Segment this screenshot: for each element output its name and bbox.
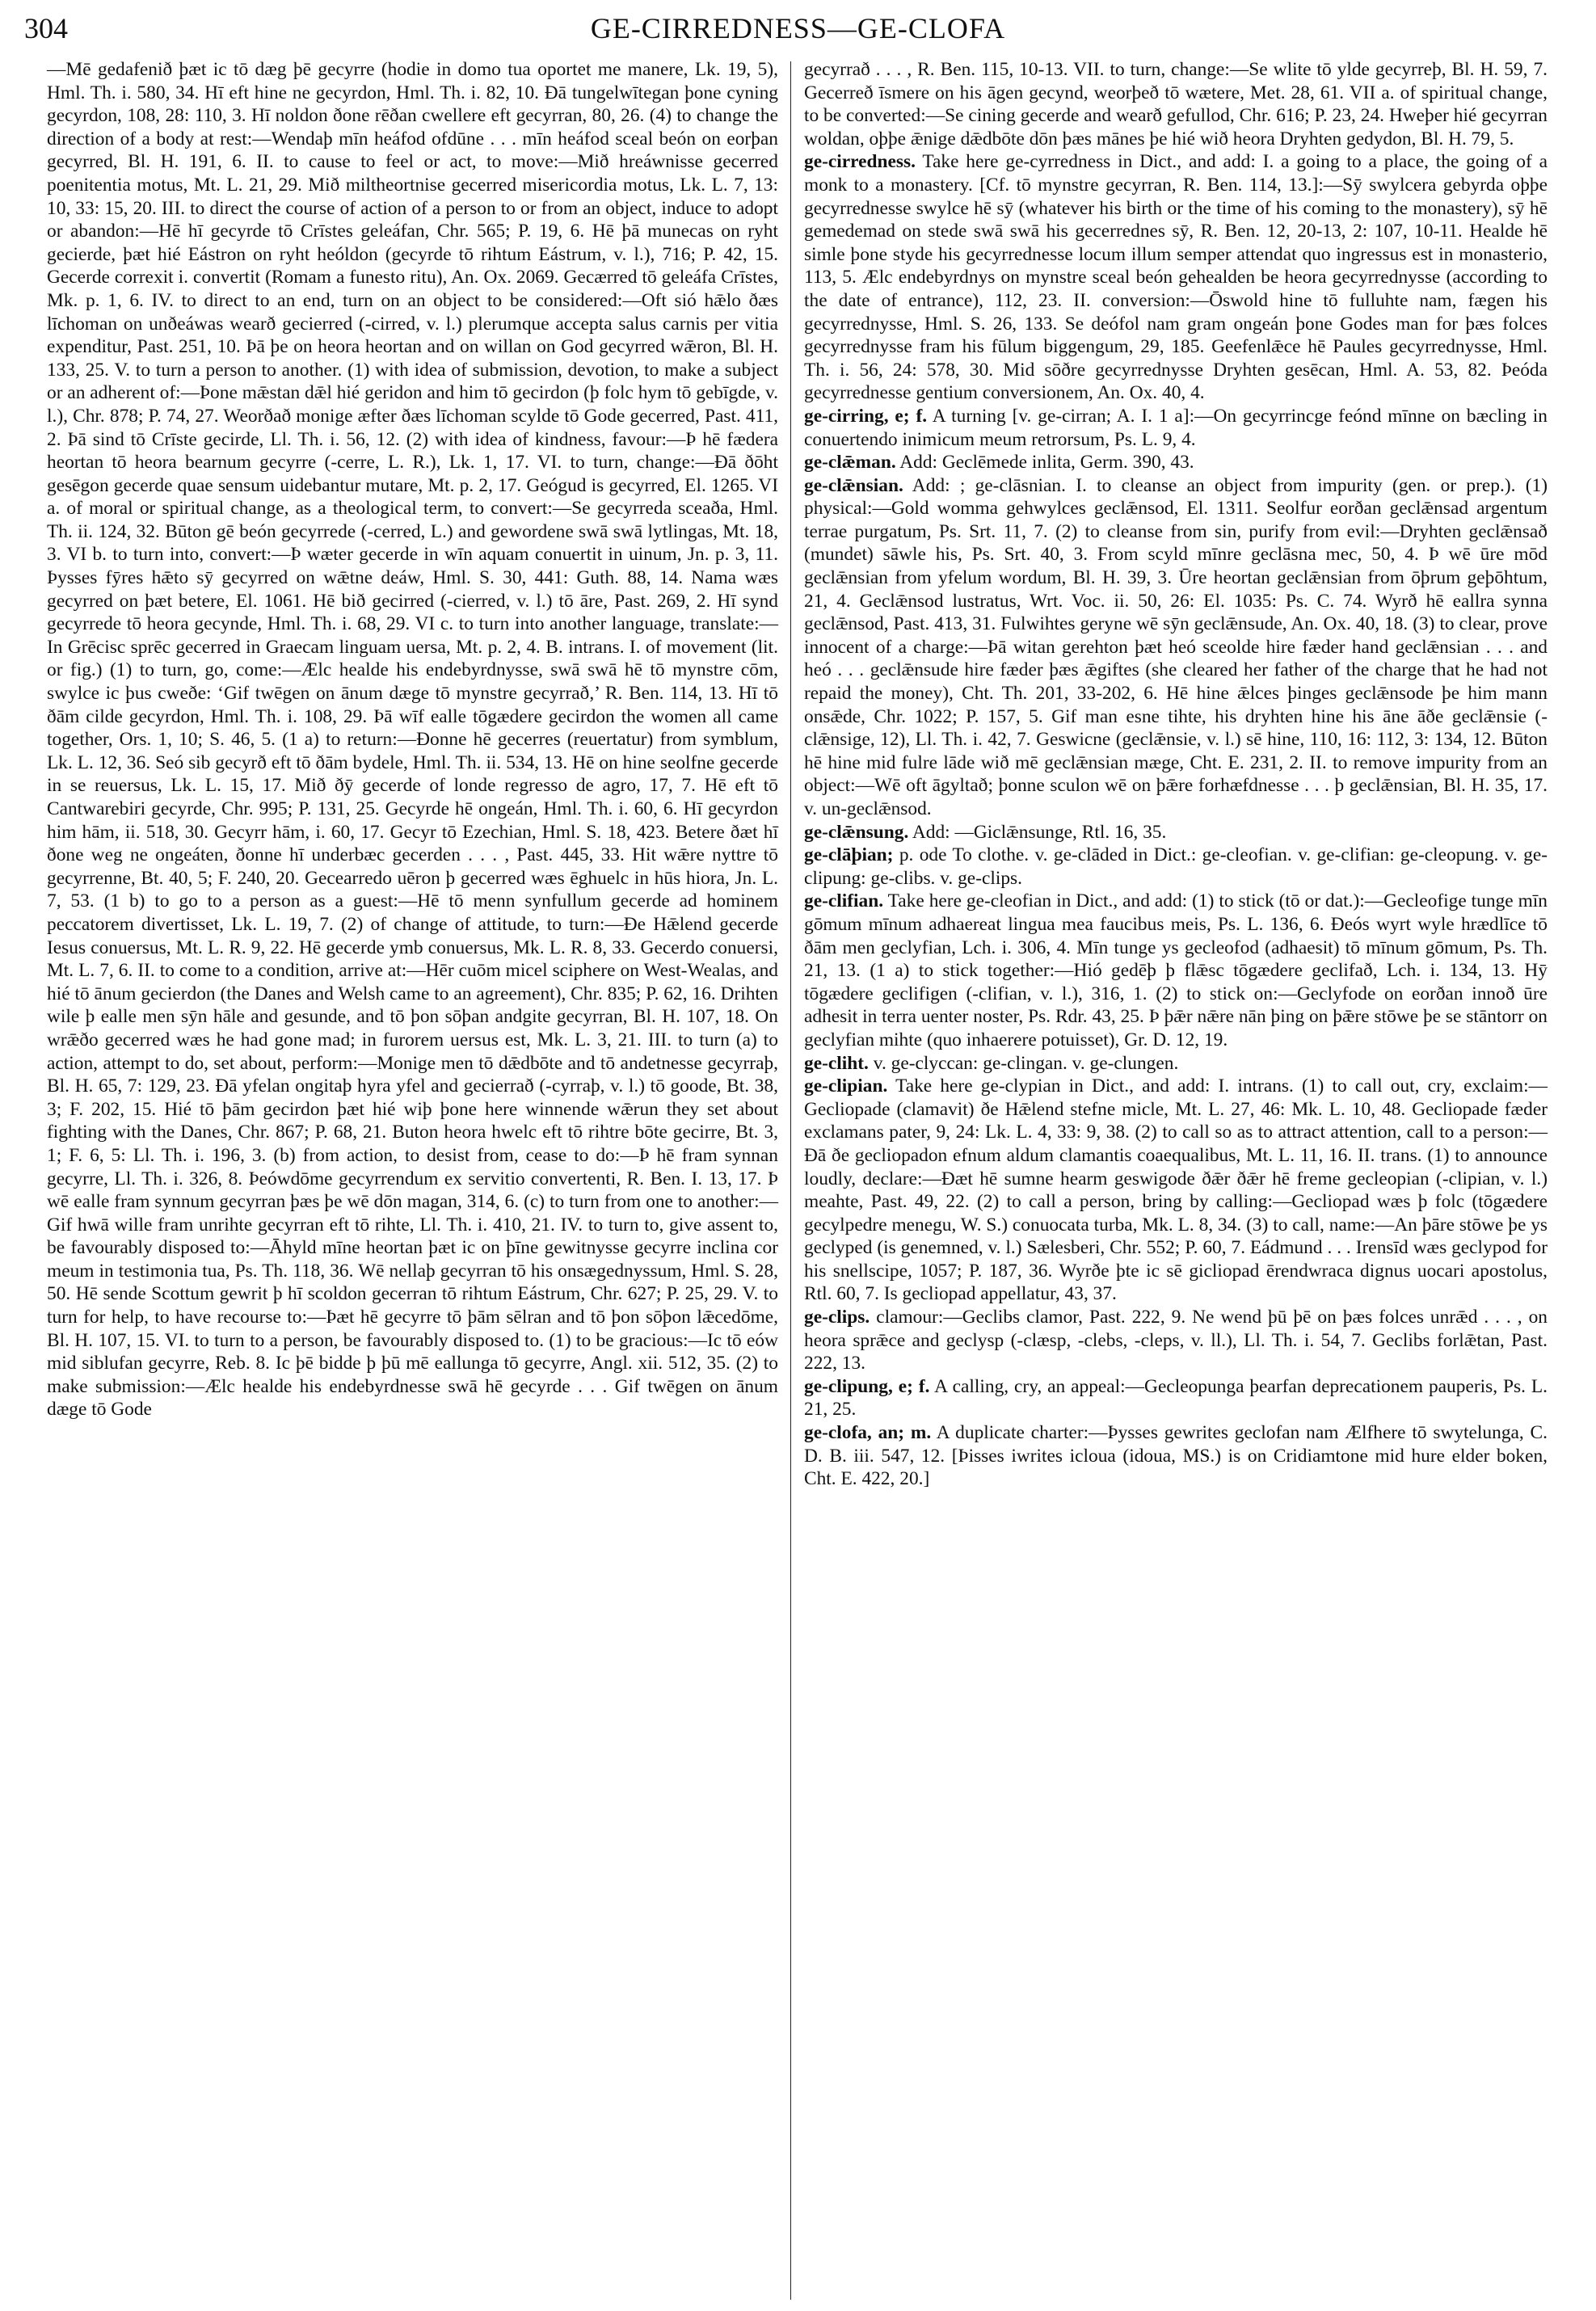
entry-body: A duplicate charter:—Þysses gewrites geclofan nam Ælfhere tō swytelunga, C. D. B. iii. 547, 12. [Þisses iwrites icloua (idoua, MS.) is on Cridiamtone mid hure elder boken, Cht. E. 422, 20.] (804, 1422, 1548, 1490)
entry-body: A calling, cry, an appeal:—Gecleopunga þearfan deprecationem pauperis, Ps. L. 21, 25. (804, 1375, 1548, 1421)
entry-body: Take here ge-cleofian in Dict., and add: (1) to stick (tō or dat.):—Gecleofige tunge mīn gōmum mīnum adhaereat lingua mea faucibus meis, Ps. L. 136, 6. Ðeós wyrt wyle hrædlīce tō ðām men geclyfian, Lch. i. 306, 4. Mīn tunge ys gecleofod (adhaesit) tō mīnum gōmum, Ps. Th. 21, 13. (1 a) to stick together:—Hió gedēþ þ flǣsc tōgædere geclifað, Lch. i. 134, 13. Hȳ tōgædere geclifigen (-clifian, v. l.), 316, 1. (2) to stick on:—Geclyfode on eorðan innoð ūre adhesit in terra uenter noster, Ps. Rdr. 43, 25. Þ þǣr nǣre nān þing on þǣre stōwe þe se stāntorr on geclyfian mihte (quo inhaerere potuisset), Gr. D. 12, 19. (804, 890, 1548, 1050)
entry-body: Take here ge-cyrredness in Dict., and add: I. a going to a place, the going of a monk to a monastery. [Cf. tō mynstre gecyrran, R. Ben. 114, 13.]:—Sȳ swylcera gebyrda oþþe gecyrrednesse swylce hē sȳ (whatever his birth or the time of his coming to the monastery), sȳ hē gemedemad on stede swā swā his gecerrednes sȳ, R. Ben. 12, 20-13, 2: 107, 10-11. Healde hē simle þone styde his gecyrrednesse locum illum semper attendat quo ingressus est in monasterio, 113, 5. Ælc endebyrdnys on mynstre sceal beón gehealden be heora gecyrrednysse (according to the date of entrance), 112, 23. II. conversion:—Ōswold hine tō fulluhte nam, fægen his gecyrrednysse, Hml. S. 26, 133. Se deófol nam gram ongeán þone Godes man for þæs folces gecyrrednysse fram his fūlum biggengum, 29, 185. Geefenlǣce hē Paules gecyrrednysse, Hml. Th. i. 56, 24: 578, 30. Mid sōðre gecyrrednysse Dryhten gesēcan, Hml. A. 53, 82. Þeóda gecyrrednesse gentium conversionem, An. Ox. 40, 4. (804, 151, 1548, 404)
entry-headword: ge-cirredness. (804, 151, 916, 173)
entry-headword: ge-clǣnsian. (804, 474, 903, 496)
left-column (47, 58, 778, 1421)
entry-headword: ge-clifian. (804, 890, 884, 912)
page-title: GE-CIRREDNESS—GE-CLOFA (590, 12, 1006, 44)
entry-body: Add: Geclēmede inlita, Germ. 390, 43. (899, 452, 1194, 474)
dictionary-entry (804, 150, 1548, 405)
entry-headword: ge-clipung, e; f. (804, 1375, 930, 1397)
entry-list (804, 150, 1548, 1490)
column-divider (790, 61, 791, 2300)
entry-body: Take here ge-clypian in Dict., and add: I. intrans. (1) to call out, cry, exclaim:—Gecliopade (clamavit) ðe Hǣlend stefne micle, Mt. L. 27, 46: Mk. L. 10, 48. Gecliopade fæder exclamans pater, 9, 24: Lk. L. 4, 33: 9, 38. (2) to call so as to attract attention, call to a person:—Ðā ðe gecliopadon efnum aldum clamantis coaequalibus, Mt. L. 11, 16. II. trans. (1) to announce loudly, declare:—Ðæt hē sumne hearm geswigode ðǣr ðǣr hē freme gecleopian (-clipian, v. l.) meahte, Past. 49, 22. (2) to call a person, bring by calling:—Gecliopad wæs þ folc (tōgædere gecylpedre menegu, W. S.) conuocata turba, Mk. L. 8, 34. (3) to call, name:—An þāre stōwe þe ys geclyped (is genemned, v. l.) Sælesberi, Chr. 552; P. 60, 7. Eádmund . . . Irensīd wæs geclypod for his snellscipe, 1057; P. 187, 36. Wyrðe þte ic sē gicliopad ērendwraca dignus uocari apostolus, Rtl. 60, 7. Is gecliopad appellatur, 43, 37. (804, 1076, 1548, 1305)
entry-headword: ge-clǣnsung. (804, 821, 909, 843)
dictionary-entry (804, 1052, 1548, 1076)
dictionary-entry (804, 1375, 1548, 1421)
entry-body: A turning [v. ge-cirran; A. I. 1 a]:—On gecyrrincge feónd mīnne on bæcling in conuertendo inimicum meum retrorsum, Ps. L. 9, 4. (804, 405, 1548, 450)
dictionary-entry (804, 1306, 1548, 1375)
right-column (804, 58, 1548, 1491)
entry-headword: ge-clofa, an; m. (804, 1422, 932, 1444)
entry-headword: ge-cliht. (804, 1052, 869, 1074)
dictionary-entry (804, 844, 1548, 890)
entry-headword: ge-clips. (804, 1307, 870, 1328)
entry-body: Add: —Giclǣnsunge, Rtl. 16, 35. (912, 821, 1167, 843)
entry-headword: ge-clipian. (804, 1076, 888, 1097)
dictionary-entry (804, 1421, 1548, 1491)
entry-headword: ge-cirring, e; f. (804, 405, 928, 427)
entry-body: clamour:—Geclibs clamor, Past. 222, 9. Ne wend þū þē on þæs folces unrǣd . . . , on heora sprǣce and geclysp (-clæsp, -clebs, -cleps, v. ll.), Ll. Th. i. 54, 7. Geclibs forlǣtan, Past. 222, 13. (804, 1307, 1548, 1374)
page-number: 304 (24, 12, 68, 44)
entry-body: v. ge-clyccan: ge-clingan. v. ge-clungen. (873, 1052, 1179, 1074)
entry-headword: ge-clāþian; (804, 844, 894, 866)
dictionary-entry (804, 451, 1548, 474)
dictionary-entry (804, 1075, 1548, 1306)
entry-body: Add: ; ge-clāsnian. I. to cleanse an object from impurity (gen. or prep.). (1) physical:—Gold womma gehwylces geclǣnsod, El. 1311. Seolfur eorðan geclǣnsad argentum terrae purgatum, Ps. Srt. 11, 7. (2) to cleanse from sin, purify from evil:—Dryhten geclǣnsað (mundet) sāwle his, Ps. Srt. 40, 3. From scyld mīnre geclāsna mec, 50, 4. Þ wē ūre mōd geclǣnsian from yfelum wordum, Bl. H. 39, 3. Ūre heortan geclǣnsian from ōþrum geþōhtum, 21, 4. Geclǣnsod lustratus, Wrt. Voc. ii. 50, 26: El. 1035: Ps. C. 74. Wyrð hē eallra synna geclǣnsod, Past. 413, 31. Fulwihtes geryne wē sȳn geclǣnsude, An. Ox. 40, 18. (3) to clear, prove innocent of a charge:—Þā witan gerehton þæt heó sceolde hire fæder hand geclǣnsian . . . and heó . . . geclǣnsude hire fæder þæs ǣgiftes (she cleared her father of the charge that he had not repaid the money), Cht. Th. 201, 33-202, 6. Hē hine ǣlces þinges geclǣnsode þe him mann onsǣde, Chr. 1022; P. 157, 5. Gif man esne tihte, his dryhten hine his āne āðe geclǣnsie (-clǣnsige, 12), Ll. Th. i. 42, 7. Geswicne (geclǣnsie, v. l.) sē hine, 110, 16: 112, 3: 134, 12. Būton hē hine mid fulre lāde wið mē geclǣnsian mæge, Cht. E. 231, 2. II. to remove impurity from an object:—Wē oft āgyltað; þonne sculon wē on þǣre forhæfdnesse . . . þ geclǣnsian, Bl. H. 35, 17. v. un-geclǣnsod. (804, 474, 1548, 819)
entry-headword: ge-clǣman. (804, 452, 896, 474)
dictionary-entry (804, 405, 1548, 451)
entry-continuation: —Mē gedafenið þæt ic tō dæg þē gecyrre (hodie in domo tua oportet me manere, Lk. 19, 5), Hml. Th. i. 580, 34. Hī eft hine ne gecyrdon, Hml. Th. i. 82, 10. Ðā tungelwītegan þone cyning gecyrdon, 108, 28: 110, 3. Hī noldon ðone rēðan cwellere eft gecyrran, 80, 26. (4) to change the direction of a body at rest:—Wendaþ mīn heáfod ofdūne . . . mīn heáfod sceal beón on eorþan gecyrred, Bl. H. 191, 6. II. to cause to feel or act, to move:—Mið hreáwnisse gecerred poenitentia motus, Mt. L. 21, 29. Mið miltheortnise gecerred misericordia motus, Lk. L. 7, 13: 10, 33: 15, 20. III. to direct the course of action of a person to or from an object, induce to adopt or abandon:—Hē hī gecyrde tō Crīstes geleáfan, Chr. 565; P. 19, 6. Hē þā munecas on ryht gecierde, þæt hié Eástron on ryht heóldon (gecyrde tō rihtum Eástrum, v. l.), 716; P. 42, 15. Gecerde correxit i. convertit (Romam a funesto ritu), An. Ox. 2069. Gecærred tō geleáfa Crīstes, Mk. p. 1, 6. IV. to direct to an end, turn on an object to be considered:—Oft sió hǣlo ðæs līchoman on unðeáwas wearð gecierred (-cirred, v. l.) plerumque accepta salus carnis per vitia expenditur, Past. 251, 10. Þā þe on heora heortan and on willan on God gecyrred wǣron, Bl. H. 133, 25. V. to turn a person to another. (1) with idea of submission, devotion, to make a subject or an adherent of:—Þone mǣstan dǣl hié geridon and him tō gecirdon (þ folc hym tō gebīgde, v. l.), Chr. 878; P. 74, 27. Weorðað monige æfter ðæs līchoman scylde tō Gode gecerred, Past. 411, 2. Þā sind tō Crīste gecirde, Ll. Th. i. 56, 12. (2) with idea of kindness, favour:—Þ hē fædera heortan tō heora bearnum gecyrre (-cerre, L. R.), Lk. 1, 17. VI. to turn, change:—Ðā ðōht gesēgon gecerde quae sensum uidebantur mutare, Mt. p. 2, 17. Geógud is gecyrred, El. 1265. VI a. of moral or spiritual change, as a theological term, to convert:—Se gecyrreda sceaða, Hml. Th. ii. 124, 32. Būton gē beón gecyrrede (-cerred, L.) and gewordene swā swā lytlingas, Mt. 18, 3. VI b. to turn into, convert:—Þ wæter gecerde in wīn aquam conuertit in uinum, Jn. p. 3, 11. Þysses fȳres hǣto sȳ gecyrred on wǣtne deáw, Hml. S. 30, 441: Guth. 88, 14. Nama wæs gecyrred on þæt betere, El. 1061. Hē bið gecirred (-cierred, v. l.) tō āre, Past. 269, 2. Hī synd gecyrrede tō heora gecynde, Hml. Th. i. 68, 29. VI c. to turn into another language, translate:—In Grēcisc sprēc gecerred in Graecam linguam uersa, Mt. p. 2, 4. B. intrans. I. of movement (lit. or fig.) (1) to turn, go, come:—Ælc healde his endebyrdnysse, swā swā hē tō mynstre cōm, swylce ic þus cweðe: ‘Gif twēgen on ānum dæge tō mynstre gecyrrað,’ R. Ben. 114, 13. Hī tō ðām cilde gecyrdon, Hml. Th. i. 108, 29. Þā wīf ealle tōgædere gecirdon the women all came together, Ors. 1, 10; S. 46, 5. (1 a) to return:—Ðonne hē gecerres (reuertatur) from symblum, Lk. L. 12, 36. Seó sib gecyrð eft tō ðām bydele, Hml. Th. ii. 534, 13. Hē on hine seolfne gecerde in se reuersus, Lk. L. 15, 17. Mið ðȳ gecerde of londe regresso de agro, 17, 7. Hē eft tō Cantwarebiri gecyrde, Chr. 995; P. 131, 25. Gecyrde hē ongeán, Hml. Th. i. 60, 6. Hī gecyrdon him hām, ii. 518, 30. Gecyrr hām, i. 60, 17. Gecyr tō Ezechian, Hml. S. 18, 423. Betere ðæt hī ðone weg ne ongeáten, ðonne hī underbæc gecerden . . . , Past. 445, 33. Hit wǣre nyttre tō gecyrrenne, Bt. 40, 5; F. 240, 20. Gecearredo uēron þ gecerred wæs ēghuelc in hūs hiora, Jn. L. 7, 53. (1 b) to go to a person as a guest:—Hē tō menn synfullum gecerde ad hominem peccatorem divertisset, Lk. L. 19, 7. (2) of change of attitude, to turn:—Ðe Hǣlend gecerde Iesus conuersus, Mt. L. R. 9, 22. Hē gecerde ymb conuersus, Mk. L. R. 8, 33. Gecerdo conuersi, Mt. L. 7, 6. II. to come to a condition, arrive at:—Hēr cuōm micel sciphere on West-Wealas, and hié tō ānum gecierdon (the Danes and Welsh came to an agreement), Chr. 835; P. 62, 16. Drihten wile þ ealle men sȳn hāle and gesunde, and tō þon sōþan andgite gecyrran, Bl. H. 107, 18. On wrǣðo gecerred wæs he had gone mad; in furorem uersus est, Mk. L. 3, 21. III. to turn (a) to action, attempt to do, set about, perform:—Monige men tō dǣdbōte and tō andetnesse gecyrraþ, Bl. H. 65, 7: 129, 23. Ðā yfelan ongitaþ hyra yfel and gecierrað (-cyrraþ, v. l.) tō goode, Bt. 38, 3; F. 202, 15. Hié tō þām gecirdon þæt hié wiþ þone here winnende wǣrun they set about fighting with the Danes, Chr. 867; P. 68, 21. Buton heora hwelc eft tō rihtre bōte gecirre, Bt. 3, 1; F. 6, 5: Ll. Th. i. 196, 3. (b) from action, to desist from, cease to do:—Þ hē fram synnan gecyrre, Ll. Th. i. 326, 8. Þeówdōme gecyrrendum ex servitio convertenti, R. Ben. I. 13, 17. Þ wē ealle fram synnum gecyrran þæs þe wē dōn magan, 314, 6. (c) to turn from one to another:—Gif hwā wille fram unrihte gecyrran eft tō rihte, Ll. Th. i. 410, 21. IV. to turn to, give assent to, be favourably disposed to:—Āhyld mīne heortan þæt ic on þīne gewitnysse gecyrre inclina cor meum in testimonia tua, Ps. Th. 118, 36. Wē nellaþ gecyrran tō his onsægednyssum, Hml. S. 28, 50. Hē sende Scottum gewrit þ hī scoldon gecerran tō rihtum Eástrum, Chr. 627; P. 25, 29. V. to turn for help, to have recourse to:—Þæt hē gecyrre tō þām sēlran and tō þon sōþon lǣcedōme, Bl. H. 107, 15. VI. to turn to a person, be favourably disposed to. (1) to be gracious:—Ic tō eów mid siblufan gecyrre, Reb. 8. Ic þē bidde þ þū mē eallunga tō gecyrre, Angl. xii. 512, 35. (2) to make submission:—Ælc healde his endebyrdnesse swā hē gecyrde . . . Gif twēgen on ānum dæge tō Gode (47, 59, 778, 1421)
dictionary-entry (804, 821, 1548, 844)
entry-body: p. ode To clothe. v. ge-clāded in Dict.: ge-cleofian. v. ge-clifian: ge-cleopung. v. ge-clipung: ge-clibs. v. ge-clips. (804, 844, 1548, 889)
entry-continuation: gecyrrað . . . , R. Ben. 115, 10-13. VII. to turn, change:—Se wlite tō ylde gecyrreþ, Bl. H. 59, 7. Gecerreð īsmere on his āgen gecynd, weorþeð tō wætere, Met. 28, 61. VII a. of spiritual change, to be converted:—Se cining gecerde and wearð gefullod, Chr. 616; P. 23, 24. Hweþer hié gecyrran woldan, oþþe ǣnige dǣdbōte dōn þæs mānes þe hié wið heora Dryhten gedydon, Bl. H. 79, 5. (804, 59, 1548, 149)
dictionary-entry (804, 890, 1548, 1051)
dictionary-entry (804, 474, 1548, 821)
